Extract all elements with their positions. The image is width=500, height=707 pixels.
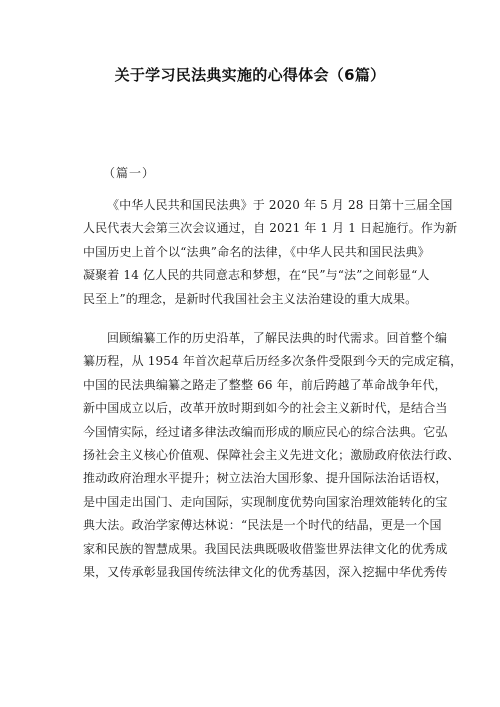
paragraph-line: 纂历程，从 1954 年首次起草后历经多次条件受限到今天的完成定稿，	[83, 354, 463, 369]
document-title: 关于学习民法典实施的心得体会（6篇）	[114, 66, 386, 84]
paragraph-line: 家和民族的智慧成果。我国民法典既吸收借鉴世界法律文化的优秀成	[83, 541, 448, 556]
paragraph-line: 是中国走出国门、走向国际，实现制度优势向国家治理效能转化的宝	[83, 494, 448, 509]
paragraph-line: 推动政府治理水平提升；树立法治大国形象、提升国际法治话语权，	[83, 471, 448, 486]
paragraph-line: 人民代表大会第三次会议通过，自 2021 年 1 月 1 日起施行。作为新	[83, 221, 458, 236]
paragraph-line: 新中国成立以后，改革开放时期到如今的社会主义新时代，是结合当	[83, 401, 448, 416]
paragraph-line: 中国的民法典编纂之路走了整整 66 年，前后跨越了革命战争年代，	[83, 377, 447, 392]
paragraph-line: 《中华人民共和国民法典》于 2020 年 5 月 28 日第十三届全国	[107, 198, 453, 212]
paragraph-2	[83, 327, 463, 584]
paragraph-line: 典大法。政治学家傅达林说：“民法是一个时代的结晶，更是一个国	[83, 518, 442, 533]
paragraph-line: 凝聚着 14 亿人民的共同意志和梦想，在“民”与“法”之间彰显“人	[83, 268, 430, 283]
paragraph-line: 果，又传承彰显我国传统法律文化的优秀基因，深入挖掘中华优秀传	[83, 564, 448, 579]
paragraph-line: 回顾编纂工作的历史沿革，了解民法典的时代需求。回首整个编	[107, 331, 448, 345]
paragraph-1	[83, 194, 458, 311]
paragraph-line: 中国历史上首个以“法典”命名的法律，《中华人民共和国民法典》	[83, 244, 430, 259]
paragraph-line: 民至上”的理念，是新时代我国社会主义法治建设的重大成果。	[83, 291, 418, 306]
paragraph-line: 今国情实际，经过诸多律法改编而形成的顺应民心的综合法典。它弘	[83, 424, 448, 439]
section-label: （篇一）	[103, 166, 156, 180]
paragraph-line: 扬社会主义核心价值观、保障社会主义先进文化；激励政府依法行政、	[83, 447, 460, 462]
